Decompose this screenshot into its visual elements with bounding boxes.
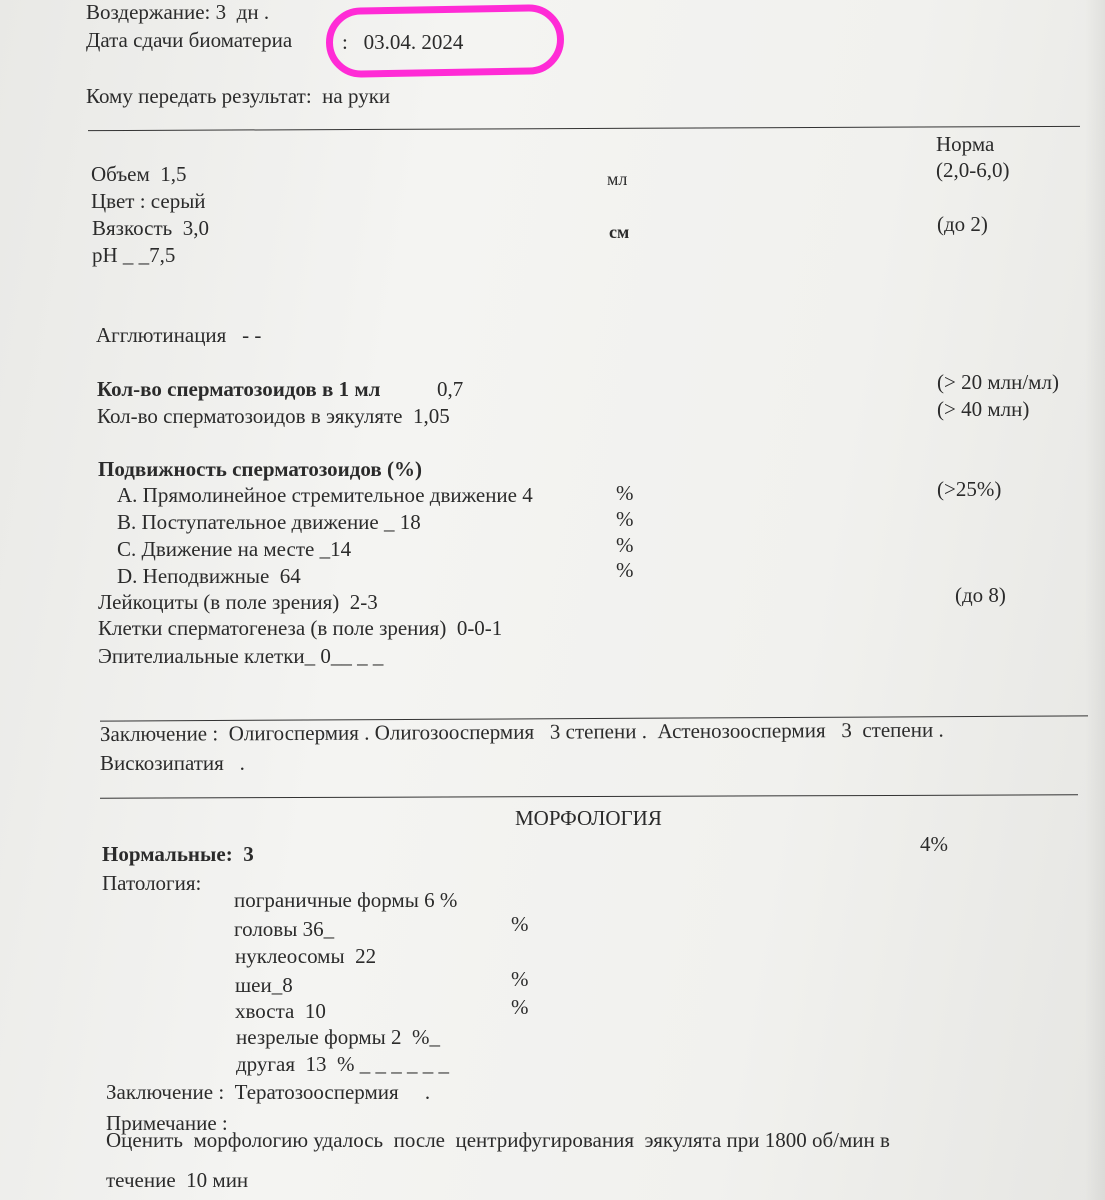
marker-highlight [325, 4, 564, 78]
morph-borderline: пограничные формы 6 % [234, 888, 458, 912]
morph-tails-percent: % [511, 995, 529, 1019]
recipient-line: Кому передать результат: на руки [86, 84, 391, 108]
motility-a-norm: (>25%) [937, 477, 1002, 501]
morph-necks-percent: % [511, 967, 529, 991]
note-line-2: течение 10 мин [106, 1168, 249, 1192]
date-label: Дата сдачи биоматериа [86, 28, 293, 52]
motility-c-percent: % [616, 533, 634, 557]
morph-nucleosomes: нуклеосомы 22 [235, 944, 377, 968]
count-per-ml-norm: (> 20 млн/мл) [937, 370, 1059, 394]
motility-c: С. Движение на месте _14 [117, 537, 352, 561]
volume-line: Объем 1,5 [91, 162, 187, 186]
morph-immature: незрелые формы 2 %_ [236, 1025, 441, 1049]
motility-a-percent: % [616, 481, 634, 505]
morph-tails: хвоста 10 [235, 999, 326, 1023]
volume-unit: мл [607, 169, 628, 189]
viscosity-unit: см [609, 222, 630, 242]
note-label: Примечание : [106, 1111, 228, 1135]
morph-other: другая 13 % _ _ _ _ _ _ [236, 1052, 449, 1076]
leukocytes-norm: (до 8) [955, 583, 1006, 607]
viscosity-norm: (до 2) [937, 212, 988, 236]
count-total-line: Кол-во сперматозоидов в эякуляте 1,05 [97, 404, 450, 428]
note-line-1: Оценить морфологию удалось после центрифугирования эякулята при 1800 об/мин в [106, 1128, 890, 1152]
conclusion-line-1: Заключение : Олигоспермия . Олигозооспермия 3 степени . Астенозооспермия 3 степени . [99, 717, 944, 746]
volume-norm: (2,0-6,0) [936, 158, 1010, 182]
date-value: : 03.04. 2024 [342, 30, 464, 54]
morph-heads-percent: % [511, 912, 529, 936]
count-total-norm: (> 40 млн) [937, 397, 1030, 421]
count-per-ml-value: 0,7 [437, 377, 464, 401]
norm-header: Норма [936, 132, 995, 156]
motility-b: В. Поступательное движение _ 18 [117, 510, 421, 534]
motility-b-percent: % [616, 507, 634, 531]
agglutination-line: Агглютинация - - [96, 323, 262, 347]
color-line: Цвет : серый [91, 189, 206, 213]
conclusion-line-2: Вискозипатия . [100, 751, 245, 775]
leukocytes-line: Лейкоциты (в поле зрения) 2-3 [98, 590, 378, 614]
morph-heads: головы 36_ [234, 917, 335, 941]
divider [88, 126, 1080, 131]
motility-title: Подвижность сперматозоидов (%) [98, 457, 422, 481]
divider [100, 794, 1078, 798]
ph-line: рН _ _7,5 [92, 243, 176, 267]
count-per-ml-label: Кол-во сперматозоидов в 1 мл [97, 377, 381, 401]
morphology-title: МОРФОЛОГИЯ [515, 806, 662, 830]
conclusion-teratozoospermia: Заключение : Тератозооспермия . [106, 1080, 431, 1104]
motility-a: А. Прямолинейное стремительное движение 4 [117, 483, 533, 507]
viscosity-line: Вязкость 3,0 [92, 216, 209, 240]
motility-d-percent: % [616, 558, 634, 582]
epithelial-line: Эпителиальные клетки_ 0__ _ _ [98, 644, 384, 668]
spermatogenesis-line: Клетки сперматогенеза (в поле зрения) 0-0-1 [98, 616, 503, 640]
motility-d: D. Неподвижные 64 [117, 564, 301, 588]
morph-necks: шеи_8 [235, 973, 293, 997]
morphology-normal: Нормальные: 3 [102, 842, 254, 866]
morphology-normal-norm: 4% [920, 832, 948, 856]
abstinence-line: Воздержание: 3 дн . [86, 0, 270, 24]
pathology-label: Патология: [102, 871, 202, 895]
paper-edge-shadow [1085, 0, 1105, 1200]
